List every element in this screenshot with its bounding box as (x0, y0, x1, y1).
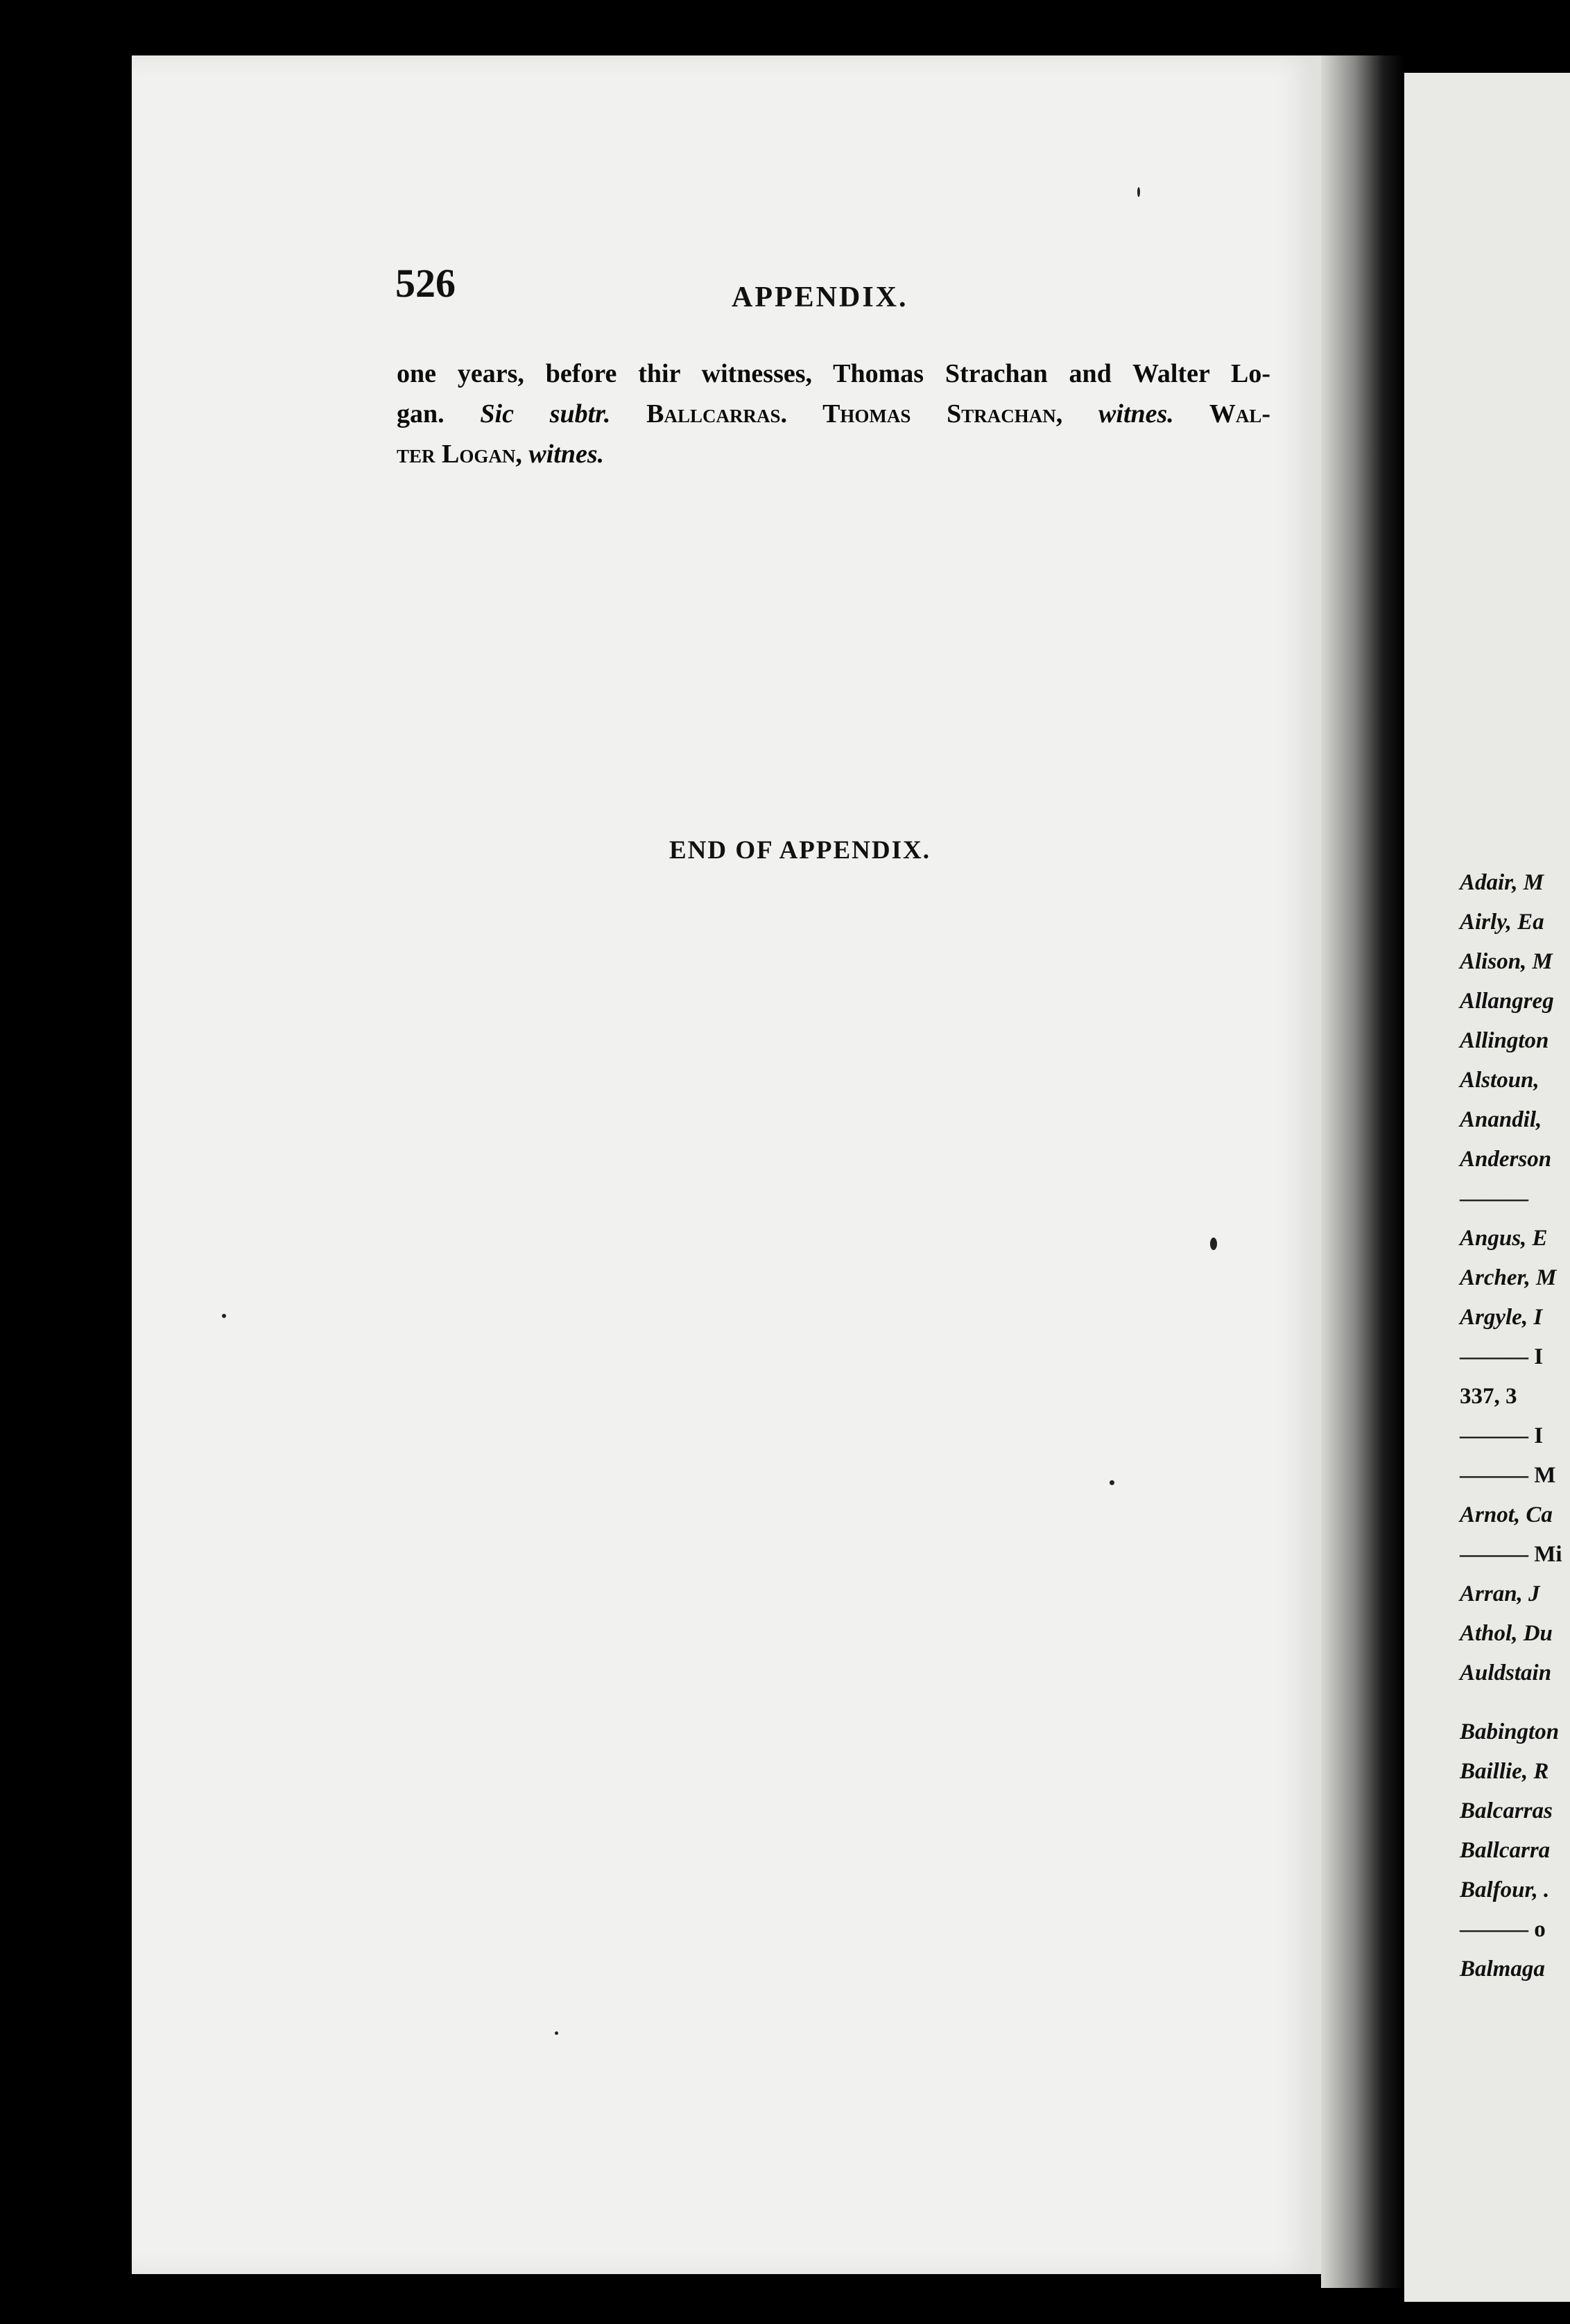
text-run: Ballcarras. (610, 399, 823, 428)
scan-speck (1137, 187, 1140, 197)
index-entry: Arran, J (1460, 1581, 1540, 1606)
index-entry: Auldstain (1460, 1660, 1552, 1685)
index-entry: ——— (1460, 1186, 1528, 1211)
text-run: gan. (397, 399, 481, 428)
scan-speck (1110, 1480, 1114, 1485)
text-run: witnes. (1098, 399, 1174, 428)
index-entry: Archer, M (1460, 1265, 1557, 1290)
body-line (397, 394, 1270, 434)
index-entry: Airly, Ea (1460, 910, 1544, 935)
index-entry: Alison, M (1460, 949, 1553, 974)
text-run: ter Logan, (397, 440, 529, 469)
index-entry: ——— I (1460, 1344, 1544, 1369)
body-line (397, 434, 1270, 474)
index-entry: Alstoun, (1460, 1068, 1539, 1093)
index-entry: Angus, E (1460, 1226, 1548, 1251)
text-run: Wal- (1173, 399, 1271, 428)
index-entry: Baillie, R (1460, 1759, 1549, 1784)
body-text (397, 354, 1270, 474)
running-head: APPENDIX. (732, 281, 908, 313)
index-entry: Anderson (1460, 1147, 1552, 1172)
book-gutter (1321, 55, 1404, 2288)
index-entry: Allangreg (1460, 989, 1554, 1014)
index-entry: Ballcarra (1460, 1838, 1551, 1863)
index-entry: Balfour, . (1460, 1878, 1550, 1902)
index-entry: Anandil, (1460, 1107, 1542, 1132)
body-line (397, 354, 1270, 394)
text-run: one years, before thir witnesses, Thomas Strachan and Walter Lo- (397, 359, 1270, 388)
index-entry: 337, 3 (1460, 1384, 1517, 1409)
index-entry: ——— M (1460, 1463, 1556, 1488)
index-entry: Balmaga (1460, 1957, 1545, 1982)
index-entry: Babington (1460, 1719, 1560, 1744)
index-entry: ——— I (1460, 1423, 1544, 1448)
index-entry: Balcarras (1460, 1798, 1553, 1823)
page-number: 526 (395, 261, 456, 306)
end-of-appendix: END OF APPENDIX. (669, 836, 931, 865)
text-run: witnes. (528, 440, 605, 469)
text-run: Sic subtr. (480, 399, 611, 428)
index-entry: Arnot, Ca (1460, 1502, 1553, 1527)
index-entry: Argyle, I (1460, 1305, 1543, 1330)
scan-speck (555, 2031, 558, 2035)
index-entry: Allington (1460, 1028, 1549, 1053)
index-entry: Athol, Du (1460, 1621, 1553, 1646)
index-entry: Adair, M (1460, 870, 1544, 895)
index-entry: ——— o (1460, 1917, 1546, 1942)
scan-speck (222, 1314, 226, 1318)
index-entry: ——— Mi (1460, 1542, 1562, 1567)
text-run: Thomas Strachan, (822, 399, 1099, 428)
index-gap (1460, 1693, 1570, 1712)
index-column (1460, 863, 1570, 1989)
scan-speck (1210, 1238, 1217, 1250)
